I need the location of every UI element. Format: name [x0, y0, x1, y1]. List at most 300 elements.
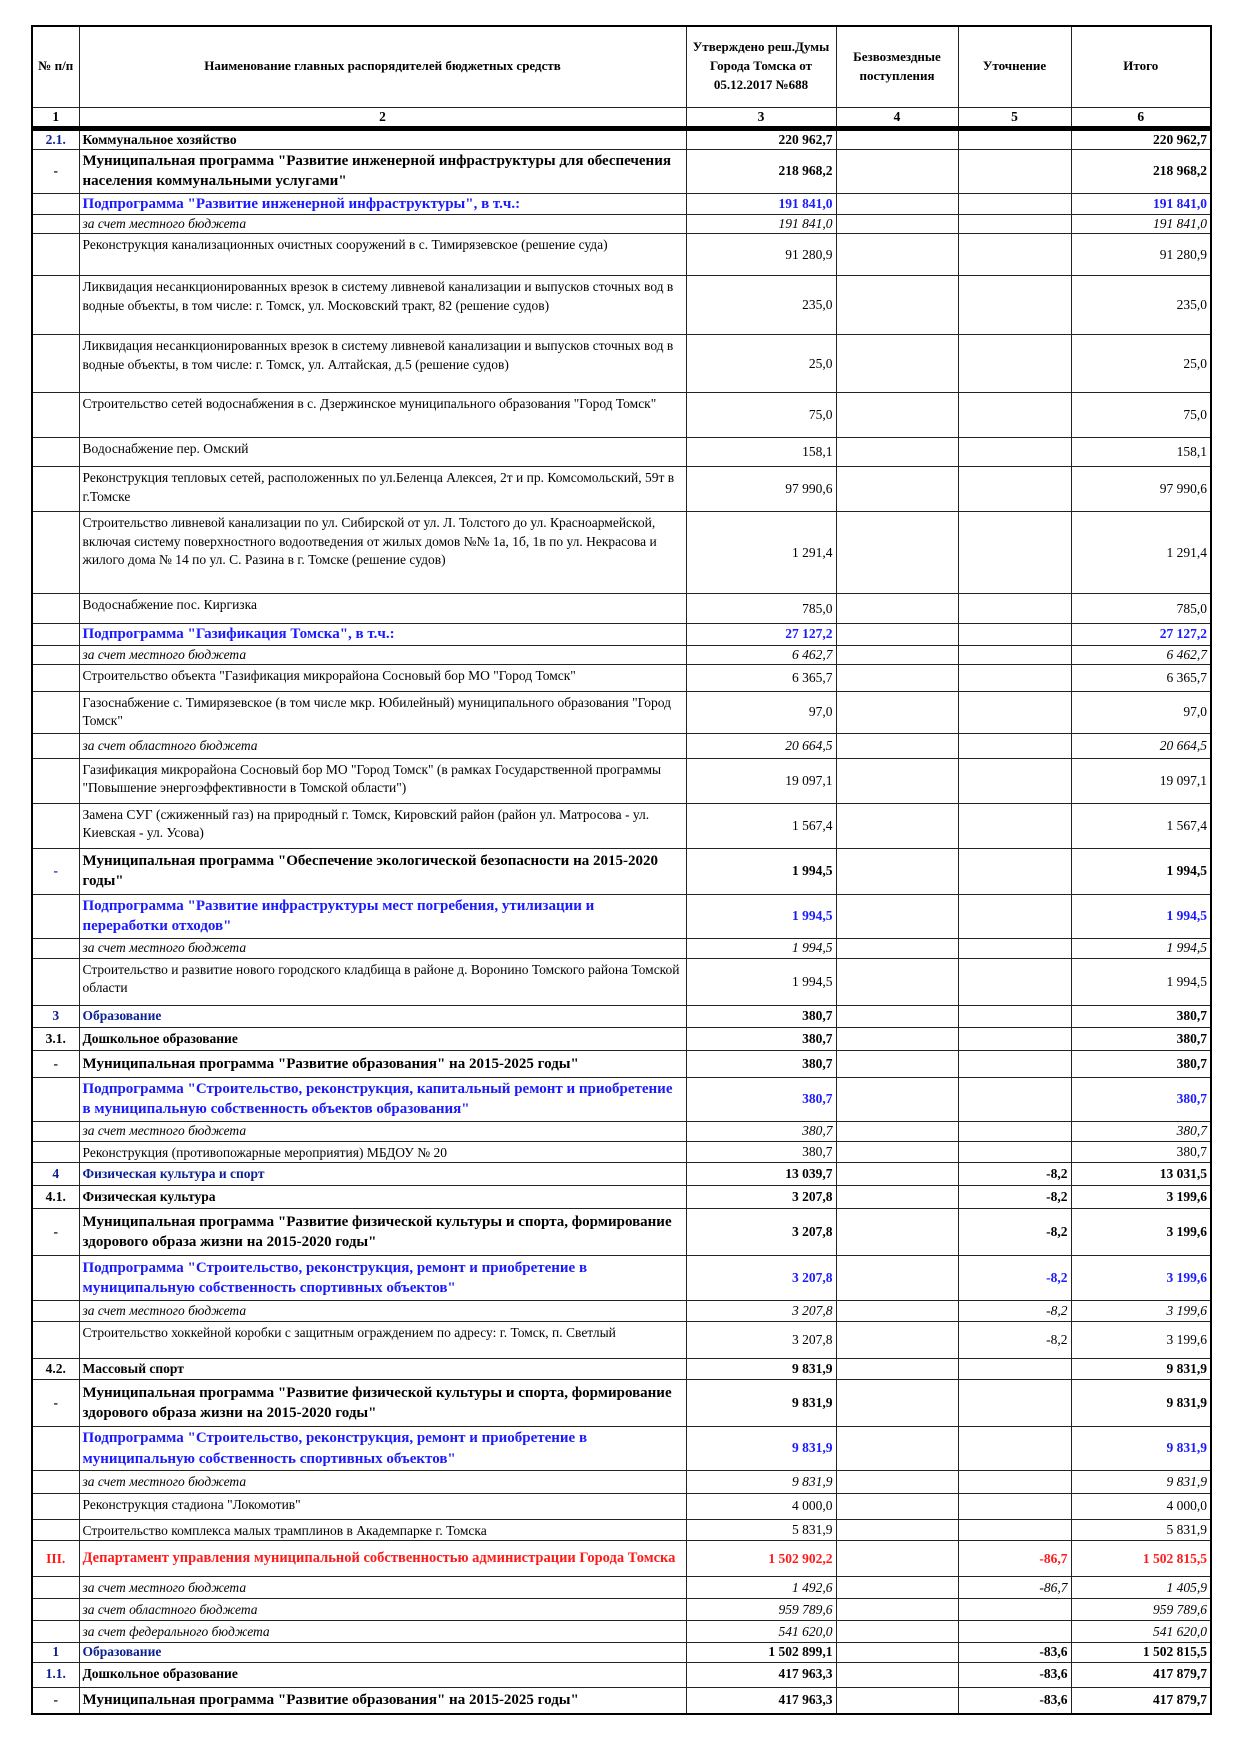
row-number [32, 1077, 79, 1121]
row-number: 4.2. [32, 1359, 79, 1380]
table-row [32, 1209, 1211, 1256]
approved-value: 1 502 902,2 [686, 1541, 836, 1577]
header-total: Итого [1071, 26, 1211, 107]
approved-value: 158,1 [686, 438, 836, 467]
row-number: III. [32, 1541, 79, 1577]
adjustment-value [958, 1621, 1071, 1643]
budget-table [31, 25, 1212, 1715]
adjustment-value [958, 1077, 1071, 1121]
adjustment-value [958, 1027, 1071, 1050]
grants-value [836, 1163, 958, 1186]
approved-value: 1 567,4 [686, 803, 836, 848]
total-value: 1 994,5 [1071, 958, 1211, 1005]
row-name: Подпрограмма "Газификация Томска", в т.ч.: [79, 624, 686, 645]
row-name: Физическая культура [79, 1186, 686, 1209]
approved-value: 380,7 [686, 1027, 836, 1050]
row-name: за счет местного бюджета [79, 1577, 686, 1599]
row-name: Муниципальная программа "Развитие физической культуры и спорта, формирование здорового образа жизни на 2015-2020 годы" [79, 1380, 686, 1427]
grants-value [836, 234, 958, 276]
row-name: Строительство и развитие нового городского кладбища в районе д. Воронино Томского района Томской области [79, 958, 686, 1005]
row-name: Реконструкция (противопожарные мероприятия) МБДОУ № 20 [79, 1141, 686, 1162]
row-number [32, 958, 79, 1005]
header-approved: Утверждено реш.Думы Города Томска от 05.12.2017 №688 [686, 26, 836, 107]
approved-value: 13 039,7 [686, 1163, 836, 1186]
total-value: 97,0 [1071, 691, 1211, 733]
total-value: 75,0 [1071, 393, 1211, 438]
row-number: - [32, 848, 79, 894]
row-name: Водоснабжение пос. Киргизка [79, 594, 686, 624]
row-number: 4.1. [32, 1186, 79, 1209]
approved-value: 1 492,6 [686, 1577, 836, 1599]
column-number: 5 [958, 107, 1071, 128]
approved-value: 3 207,8 [686, 1209, 836, 1256]
row-number [32, 1141, 79, 1162]
row-name: Строительство ливневой канализации по ул. Сибирской от ул. Л. Толстого до ул. Красноармейской, включая систему поверхностного водоотведения от жилых домов №№ 1а, 1б, 1в по ул. Некрасова и жилого дома № 14 по ул. С. Разина в г. Томске (решение судов) [79, 512, 686, 594]
grants-value [836, 664, 958, 691]
table-row [32, 1541, 1211, 1577]
total-value: 380,7 [1071, 1005, 1211, 1027]
approved-value: 380,7 [686, 1141, 836, 1162]
approved-value: 6 365,7 [686, 664, 836, 691]
grants-value [836, 1322, 958, 1359]
table-row [32, 512, 1211, 594]
adjustment-value [958, 393, 1071, 438]
adjustment-value [958, 1471, 1071, 1494]
table-row [32, 467, 1211, 512]
row-name: за счет местного бюджета [79, 1301, 686, 1322]
row-name: за счет местного бюджета [79, 215, 686, 234]
table-row [32, 193, 1211, 214]
table-row [32, 1186, 1211, 1209]
adjustment-value [958, 691, 1071, 733]
total-value: 235,0 [1071, 276, 1211, 335]
adjustment-value [958, 594, 1071, 624]
table-row [32, 691, 1211, 733]
row-name: Образование [79, 1005, 686, 1027]
grants-value [836, 1301, 958, 1322]
grants-value [836, 393, 958, 438]
column-number: 3 [686, 107, 836, 128]
row-number [32, 1494, 79, 1520]
total-value: 13 031,5 [1071, 1163, 1211, 1186]
total-value: 1 405,9 [1071, 1577, 1211, 1599]
row-number [32, 467, 79, 512]
table-row [32, 1027, 1211, 1050]
row-number: 1 [32, 1643, 79, 1662]
grants-value [836, 1121, 958, 1141]
row-name: Муниципальная программа "Развитие физической культуры и спорта, формирование здорового образа жизни на 2015-2020 годы" [79, 1209, 686, 1256]
approved-value: 91 280,9 [686, 234, 836, 276]
table-row [32, 758, 1211, 803]
table-row [32, 645, 1211, 664]
total-value: 3 199,6 [1071, 1186, 1211, 1209]
adjustment-value: -8,2 [958, 1256, 1071, 1301]
row-name: за счет местного бюджета [79, 938, 686, 958]
total-value: 220 962,7 [1071, 128, 1211, 149]
table-row [32, 1494, 1211, 1520]
adjustment-value [958, 664, 1071, 691]
adjustment-value [958, 335, 1071, 393]
approved-value: 218 968,2 [686, 149, 836, 193]
grants-value [836, 1520, 958, 1541]
row-name: Дошкольное образование [79, 1027, 686, 1050]
table-row [32, 1256, 1211, 1301]
approved-value: 1 502 899,1 [686, 1643, 836, 1662]
row-number [32, 234, 79, 276]
adjustment-value [958, 958, 1071, 1005]
grants-value [836, 1256, 958, 1301]
adjustment-value [958, 276, 1071, 335]
grants-value [836, 1050, 958, 1077]
grants-value [836, 691, 958, 733]
row-number [32, 512, 79, 594]
row-name: за счет областного бюджета [79, 733, 686, 758]
total-value: 4 000,0 [1071, 1494, 1211, 1520]
approved-value: 417 963,3 [686, 1662, 836, 1687]
row-name: Департамент управления муниципальной собственностью администрации Города Томска [79, 1541, 686, 1577]
adjustment-value: -8,2 [958, 1322, 1071, 1359]
total-value: 9 831,9 [1071, 1359, 1211, 1380]
adjustment-value: -8,2 [958, 1301, 1071, 1322]
table-row [32, 1050, 1211, 1077]
row-name: Муниципальная программа "Развитие образования" на 2015-2025 годы" [79, 1050, 686, 1077]
adjustment-value: -86,7 [958, 1577, 1071, 1599]
adjustment-value: -86,7 [958, 1541, 1071, 1577]
table-row [32, 1077, 1211, 1121]
row-name: Муниципальная программа "Обеспечение экологической безопасности на 2015-2020 годы" [79, 848, 686, 894]
grants-value [836, 128, 958, 149]
approved-value: 380,7 [686, 1005, 836, 1027]
row-number: - [32, 1687, 79, 1714]
total-value: 191 841,0 [1071, 215, 1211, 234]
total-value: 91 280,9 [1071, 234, 1211, 276]
grants-value [836, 276, 958, 335]
total-value: 191 841,0 [1071, 193, 1211, 214]
row-name: Коммунальное хозяйство [79, 128, 686, 149]
row-name: Строительство объекта "Газификация микрорайона Сосновый бор МО "Город Томск" [79, 664, 686, 691]
total-value: 25,0 [1071, 335, 1211, 393]
row-name: Реконструкция стадиона "Локомотив" [79, 1494, 686, 1520]
total-value: 3 199,6 [1071, 1209, 1211, 1256]
total-value: 3 199,6 [1071, 1322, 1211, 1359]
adjustment-value [958, 438, 1071, 467]
header-name: Наименование главных распорядителей бюджетных средств [79, 26, 686, 107]
grants-value [836, 758, 958, 803]
total-value: 1 502 815,5 [1071, 1541, 1211, 1577]
adjustment-value [958, 758, 1071, 803]
row-number [32, 803, 79, 848]
approved-value: 97 990,6 [686, 467, 836, 512]
table-row [32, 1359, 1211, 1380]
grants-value [836, 1599, 958, 1621]
table-row [32, 1427, 1211, 1471]
row-name: Физическая культура и спорт [79, 1163, 686, 1186]
total-value: 380,7 [1071, 1050, 1211, 1077]
approved-value: 19 097,1 [686, 758, 836, 803]
total-value: 6 462,7 [1071, 645, 1211, 664]
grants-value [836, 803, 958, 848]
table-row [32, 803, 1211, 848]
grants-value [836, 193, 958, 214]
row-name: за счет местного бюджета [79, 1121, 686, 1141]
approved-value: 1 994,5 [686, 848, 836, 894]
adjustment-value [958, 149, 1071, 193]
table-row [32, 149, 1211, 193]
approved-value: 20 664,5 [686, 733, 836, 758]
grants-value [836, 1577, 958, 1599]
total-value: 417 879,7 [1071, 1687, 1211, 1714]
grants-value [836, 848, 958, 894]
approved-value: 9 831,9 [686, 1380, 836, 1427]
header-number: № п/п [32, 26, 79, 107]
approved-value: 1 994,5 [686, 938, 836, 958]
table-row [32, 624, 1211, 645]
approved-value: 27 127,2 [686, 624, 836, 645]
table-row [32, 1643, 1211, 1662]
table-row [32, 438, 1211, 467]
table-row [32, 938, 1211, 958]
approved-value: 3 207,8 [686, 1256, 836, 1301]
adjustment-value [958, 1141, 1071, 1162]
row-number: - [32, 149, 79, 193]
adjustment-value [958, 938, 1071, 958]
total-value: 9 831,9 [1071, 1471, 1211, 1494]
total-value: 9 831,9 [1071, 1427, 1211, 1471]
row-number: - [32, 1050, 79, 1077]
approved-value: 75,0 [686, 393, 836, 438]
row-number [32, 691, 79, 733]
total-value: 158,1 [1071, 438, 1211, 467]
approved-value: 3 207,8 [686, 1322, 836, 1359]
total-value: 380,7 [1071, 1027, 1211, 1050]
row-name: за счет областного бюджета [79, 1599, 686, 1621]
total-value: 1 994,5 [1071, 894, 1211, 938]
grants-value [836, 1359, 958, 1380]
table-header-row [32, 26, 1211, 107]
adjustment-value [958, 1050, 1071, 1077]
total-value: 19 097,1 [1071, 758, 1211, 803]
row-number [32, 894, 79, 938]
total-value: 541 620,0 [1071, 1621, 1211, 1643]
row-name: Подпрограмма "Строительство, реконструкция, капитальный ремонт и приобретение в муниципальную собственность объектов образования" [79, 1077, 686, 1121]
adjustment-value [958, 1121, 1071, 1141]
row-number [32, 1322, 79, 1359]
row-number [32, 1301, 79, 1322]
row-name: Газоснабжение с. Тимирязевское (в том числе мкр. Юбилейный) муниципального образования "Город Томск" [79, 691, 686, 733]
adjustment-value [958, 128, 1071, 149]
row-number [32, 1599, 79, 1621]
approved-value: 785,0 [686, 594, 836, 624]
grants-value [836, 1209, 958, 1256]
adjustment-value [958, 645, 1071, 664]
row-number [32, 594, 79, 624]
adjustment-value [958, 848, 1071, 894]
table-row [32, 1121, 1211, 1141]
grants-value [836, 1186, 958, 1209]
row-name: Замена СУГ (сжиженный газ) на природный г. Томск, Кировский район (район ул. Матросова - ул. Киевская - ул. Усова) [79, 803, 686, 848]
row-name: Подпрограмма "Развитие инфраструктуры мест погребения, утилизации и переработки отходов" [79, 894, 686, 938]
grants-value [836, 958, 958, 1005]
row-number [32, 624, 79, 645]
row-number [32, 438, 79, 467]
row-number [32, 1621, 79, 1643]
grants-value [836, 624, 958, 645]
row-name: Реконструкция тепловых сетей, расположенных по ул.Беленца Алексея, 2т и пр. Комсомольский, 59т в г.Томске [79, 467, 686, 512]
grants-value [836, 467, 958, 512]
total-value: 380,7 [1071, 1141, 1211, 1162]
row-number [32, 645, 79, 664]
row-number [32, 1427, 79, 1471]
column-number-row [32, 107, 1211, 128]
row-name: Подпрограмма "Строительство, реконструкция, ремонт и приобретение в муниципальную собственность спортивных объектов" [79, 1427, 686, 1471]
approved-value: 417 963,3 [686, 1687, 836, 1714]
adjustment-value [958, 467, 1071, 512]
row-number [32, 193, 79, 214]
grants-value [836, 1427, 958, 1471]
grants-value [836, 1494, 958, 1520]
row-name: Подпрограмма "Строительство, реконструкция, ремонт и приобретение в муниципальную собственность спортивных объектов" [79, 1256, 686, 1301]
row-name: Муниципальная программа "Развитие инженерной инфраструктуры для обеспечения населения коммунальными услугами" [79, 149, 686, 193]
row-name: Реконструкция канализационных очистных сооружений в с. Тимирязевское (решение суда) [79, 234, 686, 276]
approved-value: 9 831,9 [686, 1359, 836, 1380]
row-name: за счет федерального бюджета [79, 1621, 686, 1643]
approved-value: 191 841,0 [686, 215, 836, 234]
table-row [32, 1577, 1211, 1599]
adjustment-value [958, 215, 1071, 234]
approved-value: 1 291,4 [686, 512, 836, 594]
adjustment-value [958, 1427, 1071, 1471]
grants-value [836, 594, 958, 624]
row-number [32, 1121, 79, 1141]
row-number [32, 733, 79, 758]
grants-value [836, 1027, 958, 1050]
adjustment-value: -83,6 [958, 1687, 1071, 1714]
table-row [32, 594, 1211, 624]
total-value: 959 789,6 [1071, 1599, 1211, 1621]
approved-value: 1 994,5 [686, 958, 836, 1005]
grants-value [836, 1541, 958, 1577]
total-value: 27 127,2 [1071, 624, 1211, 645]
adjustment-value [958, 1494, 1071, 1520]
total-value: 785,0 [1071, 594, 1211, 624]
row-name: Строительство хоккейной коробки с защитным ограждением по адресу: г. Томск, п. Светлый [79, 1322, 686, 1359]
row-name: Строительство комплекса малых трамплинов в Академпарке г. Томска [79, 1520, 686, 1541]
table-row [32, 1163, 1211, 1186]
table-row [32, 958, 1211, 1005]
row-number: 2.1. [32, 128, 79, 149]
adjustment-value: -8,2 [958, 1163, 1071, 1186]
grants-value [836, 1141, 958, 1162]
grants-value [836, 1077, 958, 1121]
table-row [32, 848, 1211, 894]
row-number [32, 938, 79, 958]
grants-value [836, 645, 958, 664]
row-name: за счет местного бюджета [79, 645, 686, 664]
total-value: 1 994,5 [1071, 848, 1211, 894]
table-row [32, 234, 1211, 276]
approved-value: 220 962,7 [686, 128, 836, 149]
table-row [32, 1141, 1211, 1162]
row-name: Ликвидация несанкционированных врезок в систему ливневой канализации и выпусков сточных вод в водные объекты, в том числе: г. Томск, ул. Московский тракт, 82 (решение судов) [79, 276, 686, 335]
total-value: 20 664,5 [1071, 733, 1211, 758]
grants-value [836, 733, 958, 758]
row-name: Образование [79, 1643, 686, 1662]
adjustment-value: -83,6 [958, 1662, 1071, 1687]
total-value: 417 879,7 [1071, 1662, 1211, 1687]
grants-value [836, 1662, 958, 1687]
total-value: 380,7 [1071, 1121, 1211, 1141]
adjustment-value [958, 624, 1071, 645]
table-row [32, 393, 1211, 438]
approved-value: 5 831,9 [686, 1520, 836, 1541]
approved-value: 235,0 [686, 276, 836, 335]
row-number [32, 276, 79, 335]
row-number [32, 1520, 79, 1541]
row-name: Дошкольное образование [79, 1662, 686, 1687]
total-value: 3 199,6 [1071, 1301, 1211, 1322]
table-row [32, 664, 1211, 691]
approved-value: 380,7 [686, 1077, 836, 1121]
approved-value: 25,0 [686, 335, 836, 393]
grants-value [836, 149, 958, 193]
table-row [32, 1621, 1211, 1643]
table-row [32, 1520, 1211, 1541]
total-value: 1 994,5 [1071, 938, 1211, 958]
total-value: 3 199,6 [1071, 1256, 1211, 1301]
adjustment-value [958, 512, 1071, 594]
column-number: 1 [32, 107, 79, 128]
row-number: 4 [32, 1163, 79, 1186]
approved-value: 959 789,6 [686, 1599, 836, 1621]
approved-value: 541 620,0 [686, 1621, 836, 1643]
grants-value [836, 894, 958, 938]
grants-value [836, 1687, 958, 1714]
row-number [32, 1577, 79, 1599]
table-row [32, 1322, 1211, 1359]
row-number [32, 1471, 79, 1494]
grants-value [836, 512, 958, 594]
row-number [32, 664, 79, 691]
grants-value [836, 438, 958, 467]
table-row [32, 276, 1211, 335]
row-number: 1.1. [32, 1662, 79, 1687]
approved-value: 6 462,7 [686, 645, 836, 664]
grants-value [836, 215, 958, 234]
total-value: 6 365,7 [1071, 664, 1211, 691]
header-grants: Безвозмездные поступления [836, 26, 958, 107]
row-number [32, 215, 79, 234]
approved-value: 4 000,0 [686, 1494, 836, 1520]
adjustment-value [958, 1520, 1071, 1541]
approved-value: 3 207,8 [686, 1186, 836, 1209]
table-row [32, 1380, 1211, 1427]
table-row [32, 1005, 1211, 1027]
row-number: - [32, 1209, 79, 1256]
row-number [32, 1256, 79, 1301]
approved-value: 380,7 [686, 1050, 836, 1077]
approved-value: 1 994,5 [686, 894, 836, 938]
total-value: 97 990,6 [1071, 467, 1211, 512]
table-row [32, 894, 1211, 938]
adjustment-value [958, 894, 1071, 938]
row-name: за счет местного бюджета [79, 1471, 686, 1494]
grants-value [836, 1005, 958, 1027]
adjustment-value: -83,6 [958, 1643, 1071, 1662]
total-value: 1 291,4 [1071, 512, 1211, 594]
table-row [32, 215, 1211, 234]
table-row [32, 1599, 1211, 1621]
table-row [32, 733, 1211, 758]
